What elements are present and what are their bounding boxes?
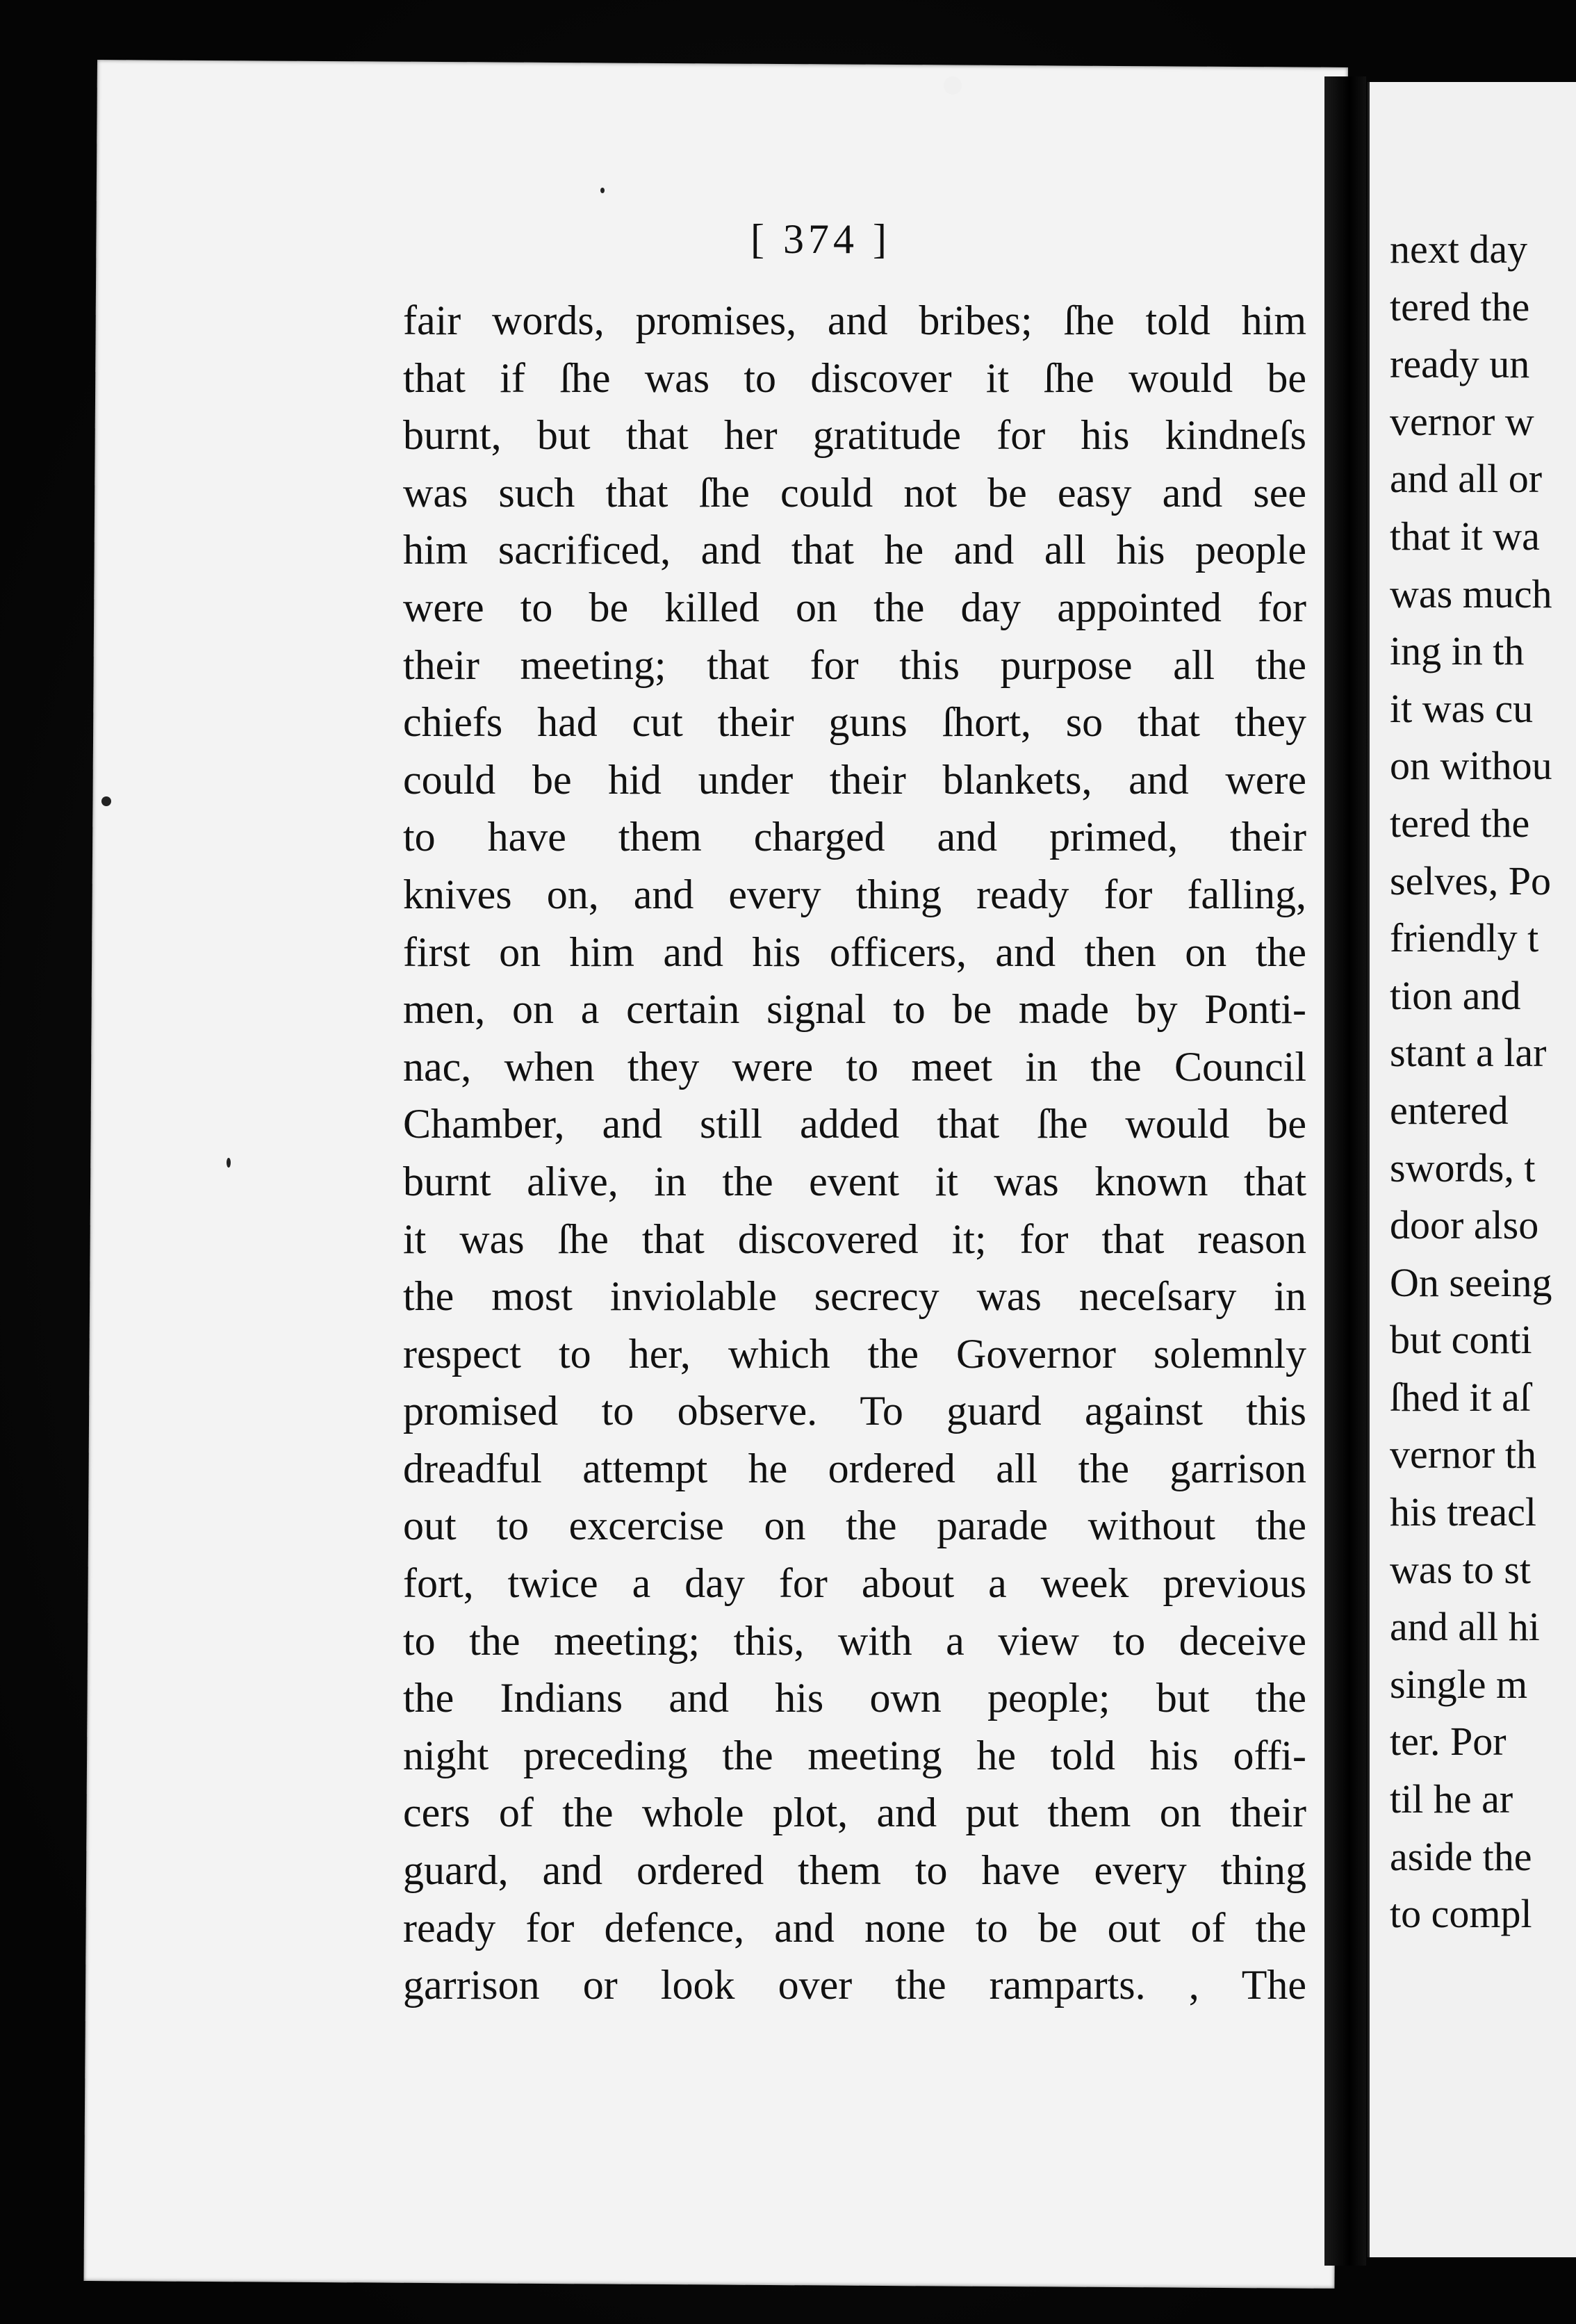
text-line: til he ar — [1390, 1776, 1513, 1822]
text-line: men, on a certain signal to be made by Ponti- — [403, 986, 1306, 1033]
text-line: to have them charged and primed, their — [403, 814, 1306, 860]
text-line: aside the — [1390, 1833, 1532, 1879]
text-line: it was ſhe that discovered it; for that reason — [403, 1216, 1306, 1262]
text-line: ready for defence, and none to be out of the — [403, 1904, 1306, 1951]
text-line: entered — [1390, 1087, 1509, 1133]
text-line: it was cu — [1390, 685, 1534, 731]
text-line: swords, t — [1390, 1145, 1536, 1190]
text-line: guard, and ordered them to have every thing — [403, 1847, 1306, 1894]
text-line: Chamber, and still added that ſhe would be — [403, 1101, 1306, 1147]
text-line: friendly t — [1390, 915, 1539, 961]
text-line: him sacrificed, and that he and all his people — [403, 527, 1306, 573]
ink-speck — [944, 76, 962, 95]
page-number: [ 374 ] — [750, 216, 891, 262]
ink-speck — [101, 796, 111, 806]
text-line: that if ſhe was to discover it ſhe would be — [403, 354, 1306, 401]
text-line: garrison or look over the ramparts. , The — [403, 1962, 1306, 2008]
text-line: was to st — [1390, 1546, 1531, 1592]
text-line: chiefs had cut their guns ſhort, so that they — [403, 699, 1306, 746]
text-line: selves, Po — [1390, 858, 1551, 903]
text-line: the Indians and his own people; but the — [403, 1675, 1306, 1721]
text-line: burnt, but that her gratitude for his kindneſs — [403, 412, 1306, 459]
text-line: nac, when they were to meet in the Council — [403, 1043, 1306, 1090]
text-line: their meeting; that for this purpose all the — [403, 641, 1306, 688]
text-line: his treacl — [1390, 1489, 1536, 1535]
ink-speck — [227, 1158, 231, 1168]
text-line: stant a lar — [1390, 1030, 1547, 1076]
text-line: out to excercise on the parade without the — [403, 1503, 1306, 1549]
text-line: was such that ſhe could not be easy and see — [403, 469, 1306, 516]
ink-speck — [600, 188, 605, 193]
text-line: could be hid under their blankets, and were — [403, 756, 1306, 803]
left-page-text — [403, 292, 1306, 2014]
text-line: fair words, promises, and bribes; ſhe told him — [403, 297, 1306, 343]
text-line: knives on, and every thing ready for falling, — [403, 871, 1306, 917]
text-line: next day — [1390, 227, 1528, 272]
text-line: to compl — [1390, 1891, 1532, 1937]
text-line: ready un — [1390, 341, 1530, 387]
text-line: fort, twice a day for about a week previous — [403, 1560, 1306, 1607]
right-page-text — [1390, 221, 1570, 1943]
text-line: the most inviolable secrecy was neceſsary in — [403, 1273, 1306, 1320]
text-line: ing in th — [1390, 628, 1525, 674]
text-line: and all or — [1390, 456, 1543, 502]
text-line: tered the — [1390, 800, 1530, 846]
text-line: vernor w — [1390, 398, 1534, 444]
text-line: burnt alive, in the event it was known that — [403, 1158, 1306, 1204]
text-line: single m — [1390, 1661, 1528, 1707]
book-gutter — [1324, 76, 1366, 2266]
text-line: ſhed it aſ — [1390, 1374, 1531, 1420]
text-line: ter. Por — [1390, 1719, 1507, 1765]
text-line: and all hi — [1390, 1604, 1540, 1650]
text-line: but conti — [1390, 1317, 1532, 1363]
text-line: night preceding the meeting he told his offi- — [403, 1732, 1306, 1778]
text-line: on withou — [1390, 743, 1552, 789]
text-line: first on him and his officers, and then on the — [403, 928, 1306, 975]
text-line: respect to her, which the Governor solemnly — [403, 1330, 1306, 1377]
text-line: door also — [1390, 1202, 1539, 1248]
text-line: that it wa — [1390, 513, 1540, 559]
text-line: promised to observe. To guard against this — [403, 1388, 1306, 1434]
text-line: cers of the whole plot, and put them on their — [403, 1790, 1306, 1836]
text-line: was much — [1390, 571, 1552, 616]
text-line: to the meeting; this, with a view to deceive — [403, 1617, 1306, 1664]
text-line: were to be killed on the day appointed for — [403, 584, 1306, 630]
text-line: vernor th — [1390, 1432, 1536, 1478]
text-line: On seeing — [1390, 1259, 1552, 1305]
text-line: tered the — [1390, 284, 1530, 329]
text-line: tion and — [1390, 972, 1521, 1018]
text-line: dreadful attempt he ordered all the garrison — [403, 1445, 1306, 1491]
